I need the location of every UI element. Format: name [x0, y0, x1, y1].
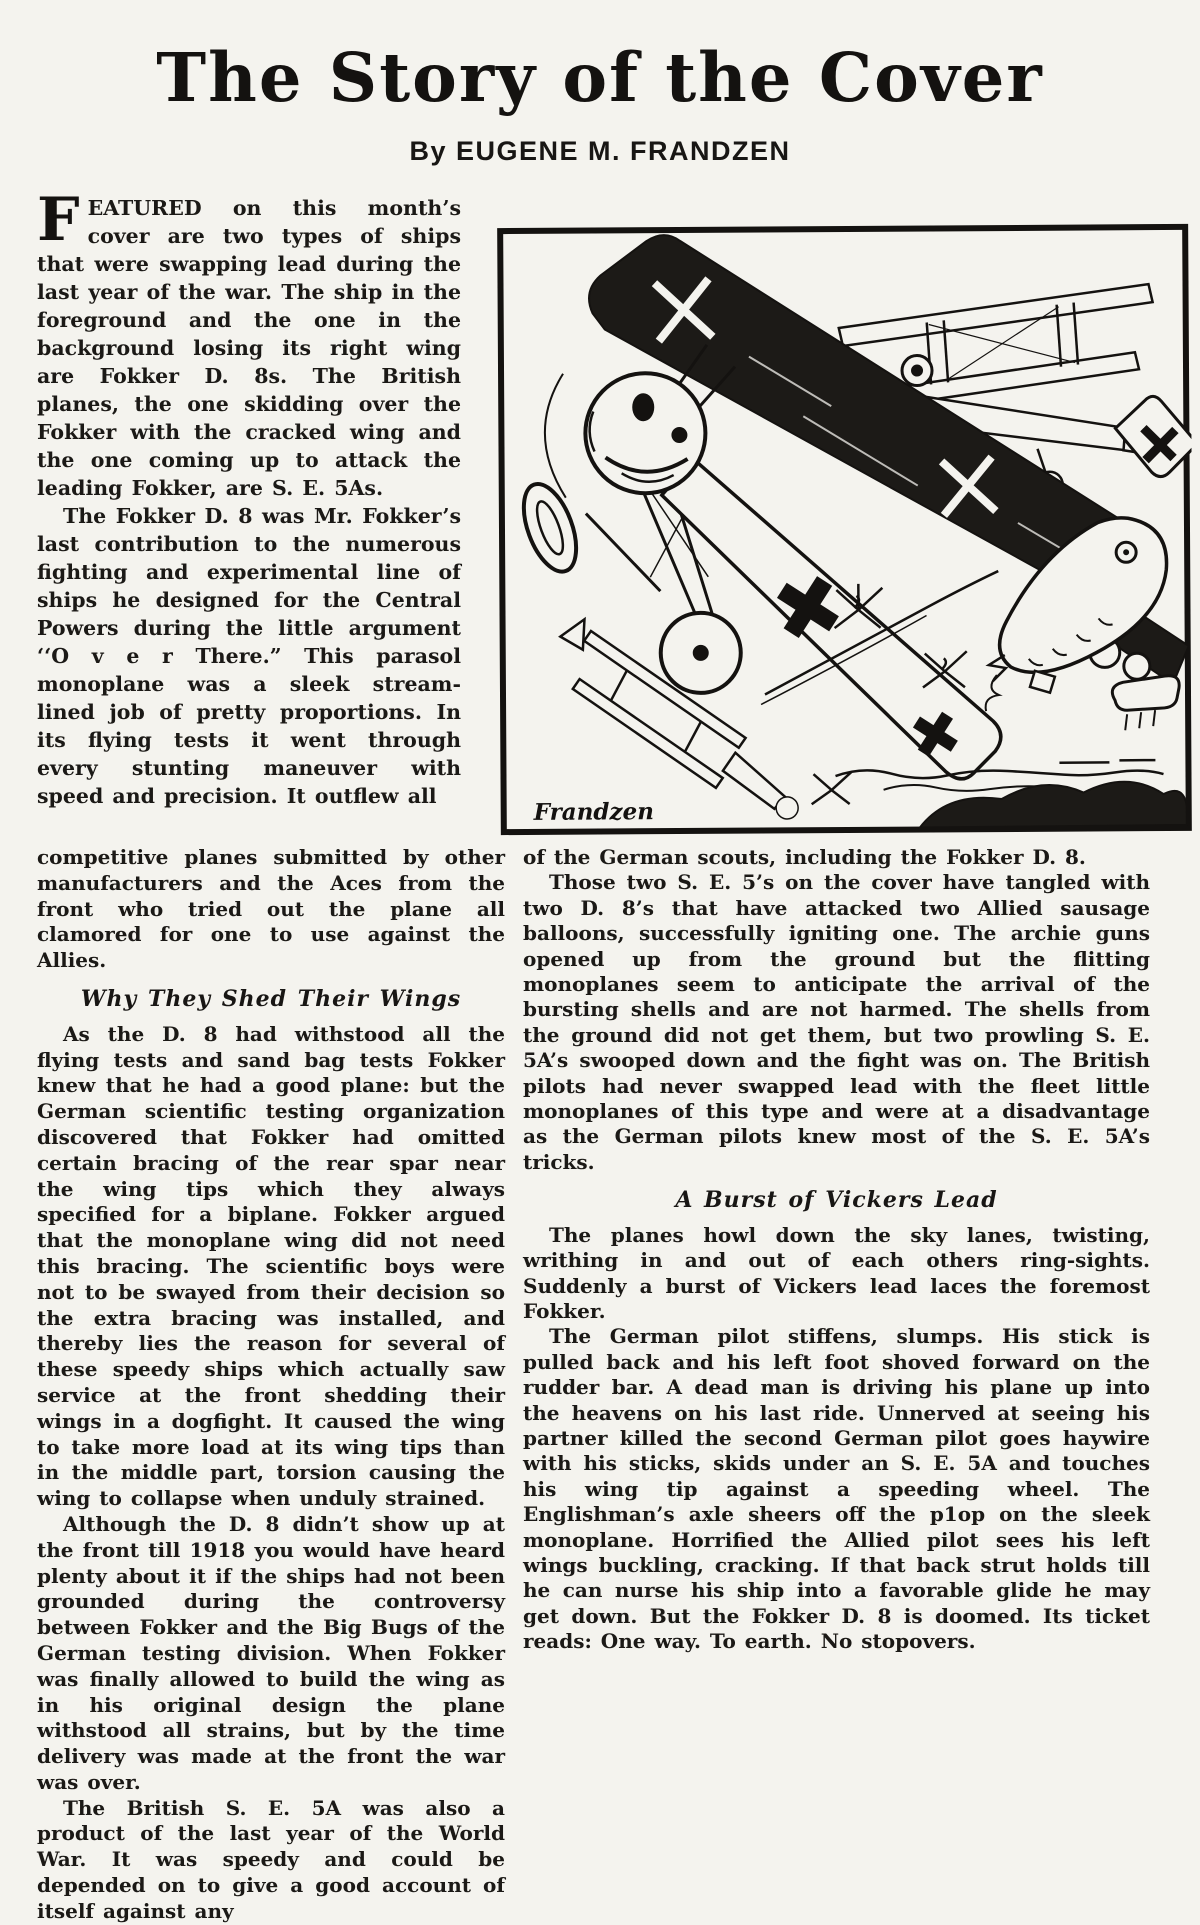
page-title: The Story of the Cover: [0, 38, 1200, 117]
paragraph-wing-tests: As the D. 8 had withstood all the flying tests and sand bag tests Fokker knew that he had a good plane: but the German scientific testing organization discovered that Fokker had omitted certain bracing of the rear spar near the wing tips which they always specified for a biplane. Fokker argued that the monoplane wing did not need this bracing. The scientific boys were not to be swayed from their decision so the extra bracing was installed, and thereby lies the reason for several of these speedy ships which actually saw service at the front shedding their wings in a dogfight. It caused the wing to take more load at its wing tips than in the middle part, torsion causing the wing to collapse when unduly strained.: [37, 1022, 505, 1512]
paragraph-planes-howl: The planes howl down the sky lanes, twisting, writhing in and out of each others ring-sights. Suddenly a burst of Vickers lead laces the foremost Fokker.: [523, 1223, 1150, 1325]
left-column-top: [37, 194, 461, 810]
cover-illustration-drawing: [496, 222, 1194, 838]
ground-balloon-drawing: [1112, 676, 1179, 731]
left-column-bottom: [37, 845, 505, 1925]
paragraph-continuation: competitive planes submitted by other manufacturers and the Aces from the front who tried out the plane all clamored for one to use against the Allies.: [37, 845, 505, 974]
artist-signature: Frandzen: [533, 798, 654, 826]
ground-drawing: [835, 760, 1186, 828]
cover-illustration: [496, 222, 1194, 838]
paragraph-german-scouts: of the German scouts, including the Fokker D. 8.: [523, 845, 1150, 870]
paragraph-german-pilot: The German pilot stiffens, slumps. His stick is pulled back and his left foot shoved forward on the rudder bar. A dead man is driving his plane up into the heavens on his last ride. Unnerved at seeing his partner killed the second German pilot goes haywire with his sticks, skids under an S. E. 5A and touches his wing tip against a speeding wheel. The Englishman’s axle sheers off the p1op on the sleek monoplane. Horrified the Allied pilot sees his left wings buckling, cracking. If that back strut holds till he can nurse his ship into a favorable glide he may get down. But the Fokker D. 8 is doomed. Its ticket reads: One way. To earth. No stopovers.: [523, 1324, 1150, 1654]
paragraph-british-se5a: The British S. E. 5A was also a product of the last year of the World War. It was speedy and could be depended on to give a good account of itself against any: [37, 1796, 505, 1925]
paragraph-grounded-1918: Although the D. 8 didn’t show up at the front till 1918 you would have heard plenty about it if the ships had not been grounded during the controversy between Fokker and the Big Bugs of the German testing division. When Fokker was finally allowed to build the wing as in his original design the plane withstood all strains, but by the time delivery was made at the front the war was over.: [37, 1512, 505, 1796]
drop-cap: F: [37, 197, 80, 244]
byline: By EUGENE M. FRANDZEN: [0, 136, 1200, 167]
paragraph-text: EATURED on this month’s cover are two types of ships that were swapping lead during the last year of the war. The ship in the foreground and the one in the background losing its right wing are Fokker D. 8s. The British planes, the one skidding over the Fokker with the cracked wing and the one coming up to attack the leading Fokker, are S. E. 5As.: [37, 196, 461, 500]
right-column: [523, 845, 1150, 1655]
subheading-a-burst-of-vickers-lead: A Burst of Vickers Lead: [523, 1188, 1150, 1213]
subheading-why-they-shed-their-wings: Why They Shed Their Wings: [37, 987, 505, 1013]
paragraph-fokker-d8: The Fokker D. 8 was Mr. Fokker’s last contribution to the numerous fighting and experimental line of ships he designed for the Central Powers during the little argument ‘‘O v e r There.” This parasol monoplane was a sleek stream-lined job of pretty proportions. In its flying tests it went through every stunting maneuver with speed and precision. It outflew all: [37, 502, 461, 810]
paragraph-cover-fight: Those two S. E. 5’s on the cover have tangled with two D. 8’s that have attacked two Allied sausage balloons, successfully igniting one. The archie guns opened up from the ground but the flitting monoplanes seem to anticipate the arrival of the bursting shells and are not harmed. The shells from the ground did not get them, but two prowling S. E. 5A’s swooped down and the fight was on. The British pilots had never swapped lead with the fleet little monoplanes of this type and were at a disadvantage as the German pilots knew most of the S. E. 5A’s tricks.: [523, 870, 1150, 1175]
paragraph-featured: [37, 194, 461, 502]
